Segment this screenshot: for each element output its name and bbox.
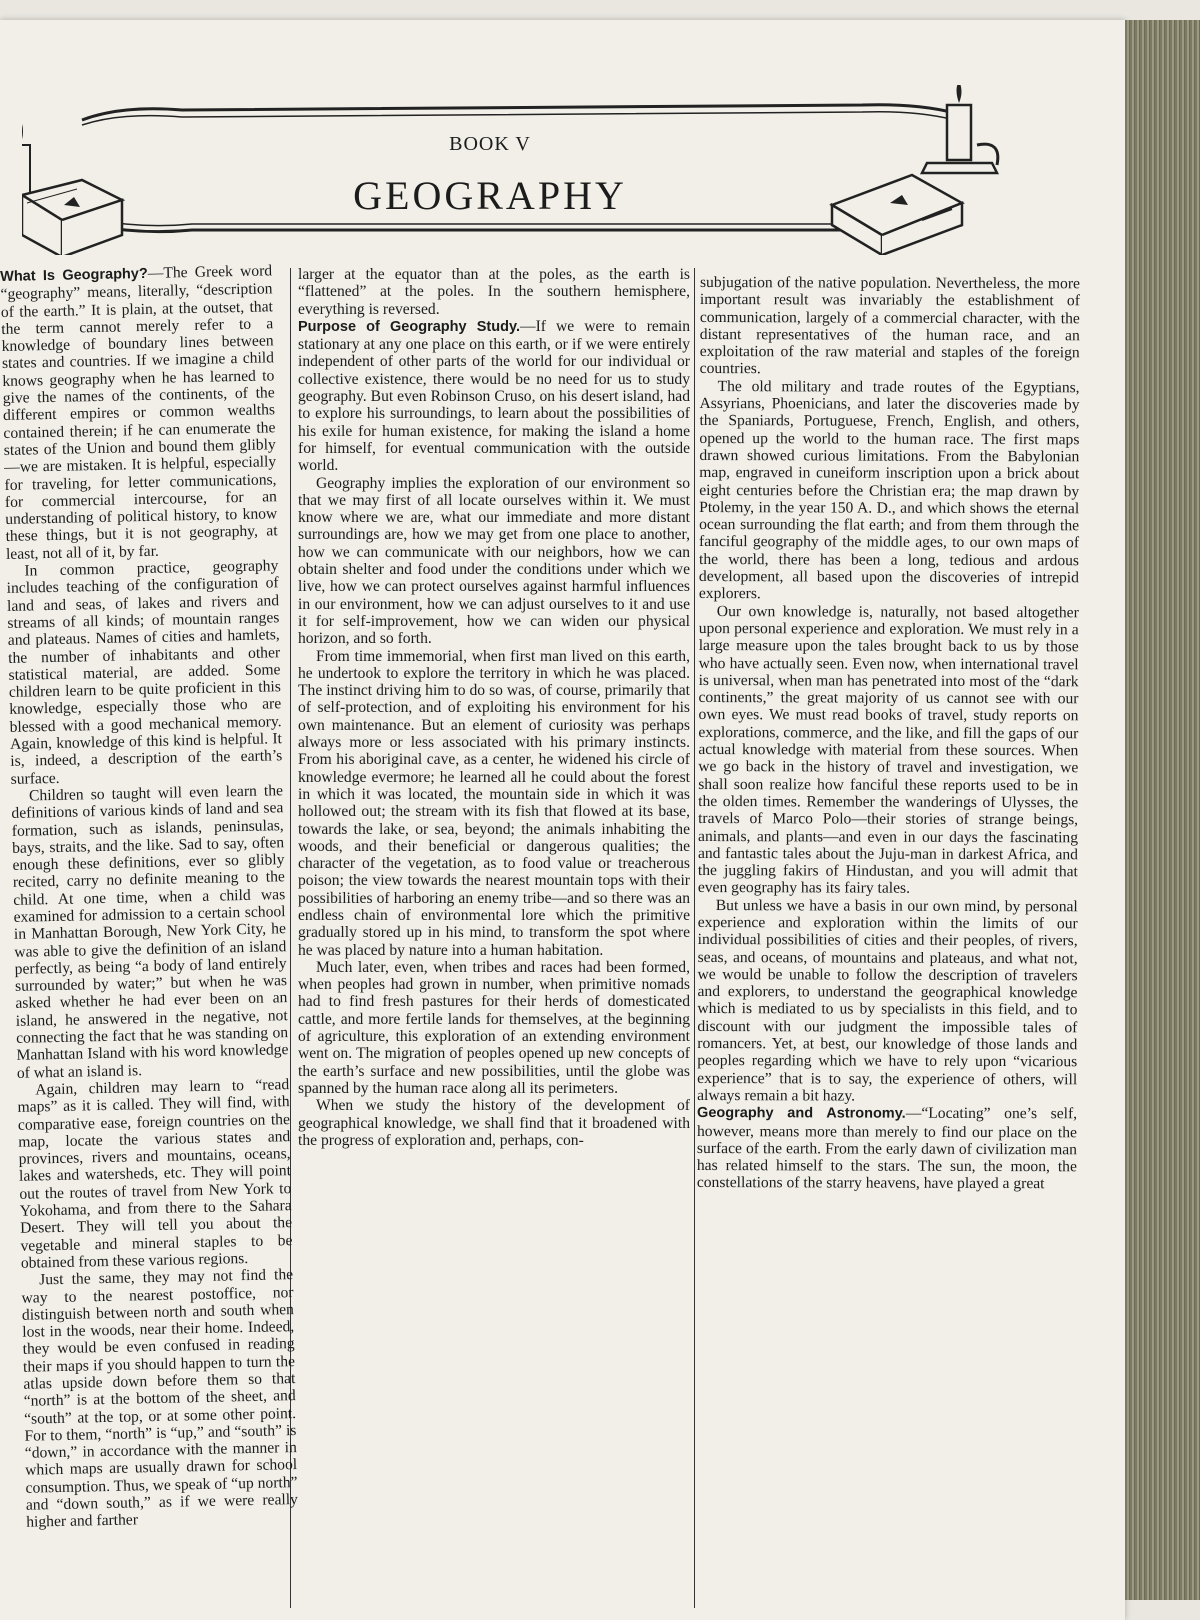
column-rule-2	[694, 268, 695, 1608]
paragraph: Just the same, they may not find the way to the nearest postoffice, nor distinguish between north and south when lost in the woods, near their home. Indeed, they would be even confused in reading their maps if you should happen to turn the atlas upside down before them so that “north” is at the bottom of the sheet, and “south” at the top, or at some other point. For to them, “north” is “up,” and “south” is “down,” in accordance with the manner in which maps are usually drawn for school consumption. Thus, we speak of “up north” and “down south,” as if we were really higher and farther	[21, 1266, 299, 1532]
paragraph: In common practice, geography includes teaching of the configuration of land and seas, of lakes and rivers and streams of all kinds; of mountain ranges and plateaus. Names of cities and hamlets, the number of inhabitants and other statistical material, are added. Some children learn to be quite proficient in this knowledge, especially those who are blessed with a good mechanical memory. Again, knowledge of this kind is helpful. It is, indeed, a description of the earth’s surface.	[6, 557, 283, 788]
paragraph: What Is Geography?—The Greek word “geography” means, literally, “description of the earth.” It is plain, at the outset, that the term cannot merely refer to a knowledge of boundary lines between states and countries. If we imagine a child knows geography when he has learned to give the names of the continents, of the different empires or common wealths contained therein; if he can enumerate the states of the Union and bound them glibly—we are mistaken. It is helpful, especially for traveling, for letter communications, for commercial intercourse, for an understanding of political history, to know these things, but it is not geography, at least, not all of it, by far.	[0, 262, 278, 563]
paragraph: Much later, even, when tribes and races had been formed, when peoples had grown in number, when primitive nomads had to find fresh pastures for their herds of domesticated cattle, and more fertile lands for themselves, at the beginning of agriculture, this exploration of an extending environment went on. The migration of peoples opened up new concepts of the earth’s surface and new possibilities, until the globe was spanned by the human race along all its perimeters.	[298, 958, 690, 1097]
paragraph: Our own knowledge is, naturally, not based altogether upon personal experience and exploration. We must rely in a large measure upon the tales brought back to us by those who have actually seen. Even now, when international travel is universal, when man has penetrated into most of the “dark continents,” the great majority of us cannot see with our own eyes. We must read books of travel, study reports on explorations, commerce, and the like, and fill the gaps of our actual knowledge with material from these sources. When we go back in the history of travel and investigation, we shall soon realize how fanciful these reports used to be in the olden times. Remember the wanderings of Ulysses, the travels of Marco Polo—their stories of strange beings, animals, and plants—and even in our days the fascinating and fantastic tales about the Juju-man in darkest Africa, and the juggling fakirs of Hindustan, and you will admit that even geography has its fairy tales.	[697, 602, 1079, 898]
paragraph: Again, children may learn to “read maps” as it is called. They will find, with comparative ease, foreign countries on the map, locate the various states and provinces, rivers and mountains, oceans, lakes and watersheds, etc. They will point out the routes of travel from New York to Yokohama, and from there to the Sahara Desert. They will tell you about the vegetable and mineral staples to be obtained from these various regions.	[17, 1076, 293, 1272]
section-heading: What Is Geography?	[0, 265, 148, 285]
paragraph: Children so taught will even learn the definitions of various kinds of land and sea formation, such as islands, peninsulas, bays, straits, and the like. Sad to say, often enough these definitions, ever so glibly recited, carry no definite meaning to the child. At one time, when a child was examined for admission to a certain school in Manhattan Borough, New York City, he was able to give the definition of an island perfectly, as being “a body of land entirely surrounded by water;” but when he was asked whether he had ever been on an island, he answered in the negative, not connecting the fact that he was standing on Manhattan Island with his word knowledge of what an island is.	[11, 782, 289, 1082]
paragraph: Geography implies the exploration of our environment so that we may first of all locate ourselves within it. We must know where we are, what our immediate and more distant surroundings are, how we may get from one place to another, how we can communicate with our neighbors, how we can obtain shelter and food under the conditions under which we live, how we can protect ourselves against harmful influences in our environment, how we can adjust ourselves to it and use it for self-improvement, how we can widen our physical horizon, and so forth.	[298, 474, 690, 648]
text-column-2	[298, 266, 690, 1149]
chapter-banner	[22, 85, 1022, 245]
left-book-candle-icon	[22, 121, 122, 255]
paragraph: subjugation of the native population. Nevertheless, the more important result was invariably the establishment of communication, largely of a commercial character, with the distant representatives of the human race, and an exploitation of the raw material and staples of the foreign countries.	[699, 274, 1080, 378]
section-heading: Purpose of Geography Study.	[298, 318, 520, 335]
page-edges	[1125, 20, 1200, 1600]
paragraph: From time immemorial, when first man lived on this earth, he undertook to explore the territory in which he was placed. The instinct driving him to do so was, of course, primarily that of self-protection, and of exploiting his environment for his own maintenance. But an element of curiosity was perhaps always more or less associated with his primary instincts. From his aboriginal cave, as a center, he widened his circle of knowledge evermore; he learned all he could about the forest in which it was located, the mountain side in which it was hollowed out; the stream with its fish that flowed at its base, towards the lake, or sea, beyond; the animals inhabiting the woods, and their beneficial or dangerous qualities; the character of the vegetation, as to food value or treacherous poison; the view towards the nearest mountain tops with their possibilities of harboring an enemy tribe—and so there was an endless chain of environmental lore which the primitive gradually stored up in his mind, to transform the spot where he was placed by nature into a human habitation.	[298, 647, 690, 959]
chapter-title: GEOGRAPHY	[353, 173, 627, 218]
paragraph: But unless we have a basis in our own mind, by personal experience and exploration within the limits of our individual possibilities of cities and their peoples, of rivers, seas, and oceans, of mountains and plateaus, and what not, we would be unable to follow the description of travelers and explorers, to understand the geographical knowledge which is mediated to us by specialists in this field, and to discount with our judgment the impossible tales of romancers. Yet, at best, our knowledge of those lands and peoples regarding which we have to rely upon “vicarious experience” that is to say, the experience of others, will always remain a bit hazy.	[697, 896, 1078, 1105]
paragraph: Geography and Astronomy.—“Locating” one’s self, however, means more than merely to find our place on the surface of the earth. From the early dawn of civilization man has related himself to the stars. The sun, the moon, the constellations of the starry heavens, have played a great	[696, 1104, 1078, 1193]
book-number: BOOK V	[449, 133, 531, 155]
section-heading: Geography and Astronomy.	[697, 1105, 906, 1122]
right-book-candle-icon	[832, 85, 998, 255]
paragraph: The old military and trade routes of the Egyptians, Assyrians, Phoenicians, and later the discoveries made by the Spaniards, Portuguese, French, English, and others, opened up the world to the human race. The first maps drawn showed curious limitations. From the Babylonian map, engraved in cuneiform inscription upon a brick about eight centuries before the Christian era; the map drawn by Ptolemy, in the year 150 A. D., and which shows the eternal ocean surrounding the flat earth; and from them through the fanciful geography of the middle ages, to our own maps of the world, there has been a long, tedious and ardous development, all based upon the discoveries of intrepid explorers.	[698, 377, 1080, 603]
text-column-1	[0, 262, 298, 1531]
paragraph: larger at the equator than at the poles, as the earth is “flattened” at the poles. In the southern hemisphere, everything is reversed.	[298, 266, 690, 318]
text-column-3	[697, 274, 1080, 1193]
paragraph: When we study the history of the development of geographical knowledge, we shall find that it broadened with the progress of exploration and, perhaps, con-	[298, 1097, 690, 1149]
paragraph: Purpose of Geography Study.—If we were to remain stationary at any one place on this earth, or if we were entirely independent of other parts of the world for our individual or collective existence, there would be no need for us to study geography. But even Robinson Cruso, on his desert island, had to explore his surroundings, to learn about the possibilities of his exile for human existence, for making the island a home for himself, for eventual communication with the outside world.	[298, 317, 690, 475]
banner-frame	[22, 85, 1022, 255]
